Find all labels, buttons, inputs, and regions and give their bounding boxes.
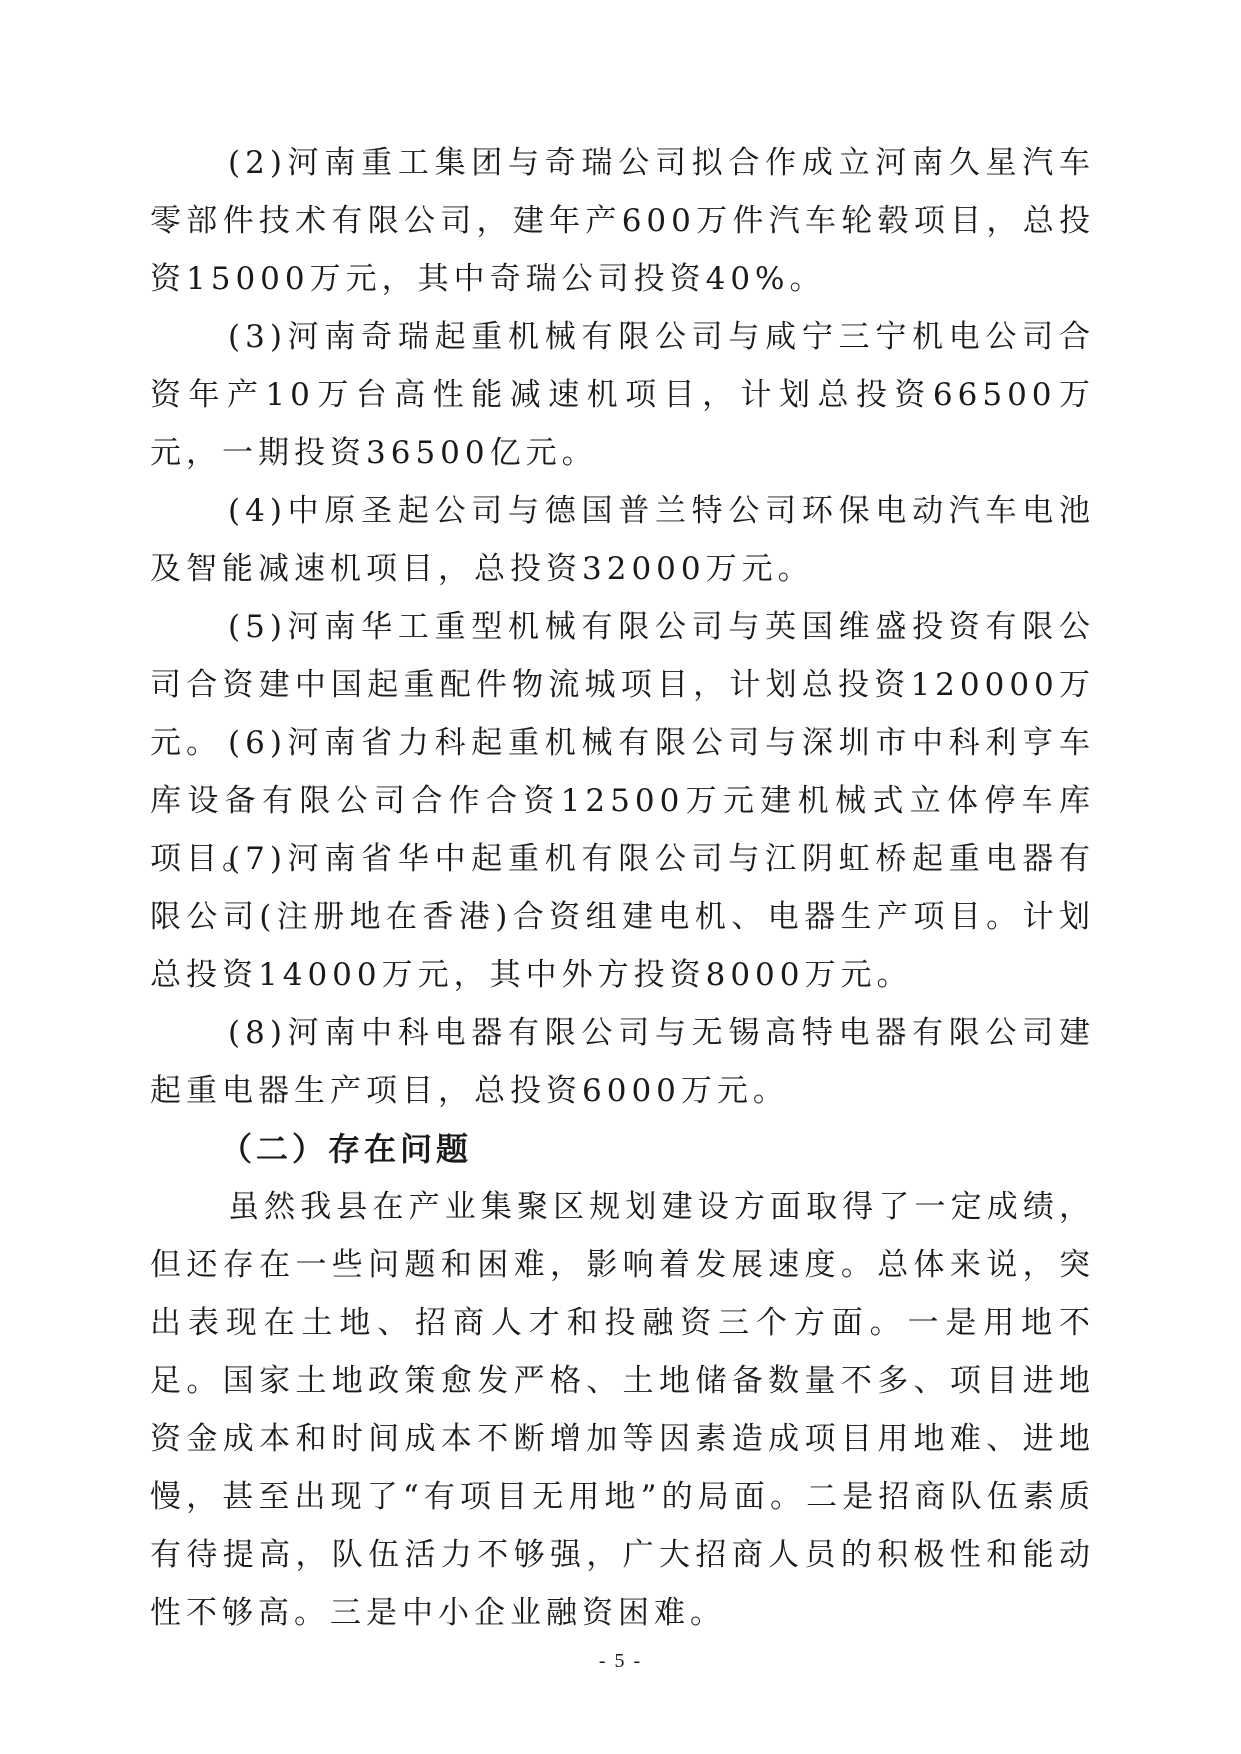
paragraph-item-5: (5)河南华工重型机械有限公司与英国维盛投资有限公司合资建中国起重配件物流城项目，计划总投资120000万元。: [150, 609, 1095, 761]
paragraph-item-3: (3)河南奇瑞起重机械有限公司与咸宁三宁机电公司合资年产10万台高性能减速机项目，计划总投资66500万元，一期投资36500亿元。: [150, 319, 1095, 471]
paragraph-item-6: (6)河南省力科起重机械有限公司与深圳市中科利亨车库设备有限公司合作合资12500万元建机械式立体停车库项目。: [150, 725, 1095, 877]
section-heading: （二）存在问题: [220, 1130, 473, 1168]
paragraph-item-2: (2)河南重工集团与奇瑞公司拟合作成立河南久星汽车零部件技术有限公司，建年产600万件汽车轮毂项目，总投资15000万元，其中奇瑞公司投资40%。: [150, 145, 1095, 297]
paragraph-item-7: (7)河南省华中起重机有限公司与江阴虹桥起重电器有限公司(注册地在香港)合资组建电机、电器生产项目。计划总投资14000万元，其中外方投资8000万元。: [150, 841, 1095, 993]
page-number: - 5 -: [598, 1650, 643, 1672]
paragraph-item-4: (4)中原圣起公司与德国普兰特公司环保电动汽车电池及智能减速机项目，总投资32000万元。: [150, 493, 1095, 587]
paragraph-item-8: (8)河南中科电器有限公司与无锡高特电器有限公司建起重电器生产项目，总投资6000万元。: [150, 1015, 1095, 1109]
body-paragraph: 虽然我县在产业集聚区规划建设方面取得了一定成绩，但还存在一些问题和困难，影响着发展速度。总体来说，突出表现在土地、招商人才和投融资三个方面。一是用地不足。国家土地政策愈发严格、土地储备数量不多、项目进地资金成本和时间成本不断增加等因素造成项目用地难、进地慢，甚至出现了“有项目无用地”的局面。二是招商队伍素质有待提高，队伍活力不够强，广大招商人员的积极性和能动性不够高。三是中小企业融资困难。: [150, 1189, 1095, 1631]
